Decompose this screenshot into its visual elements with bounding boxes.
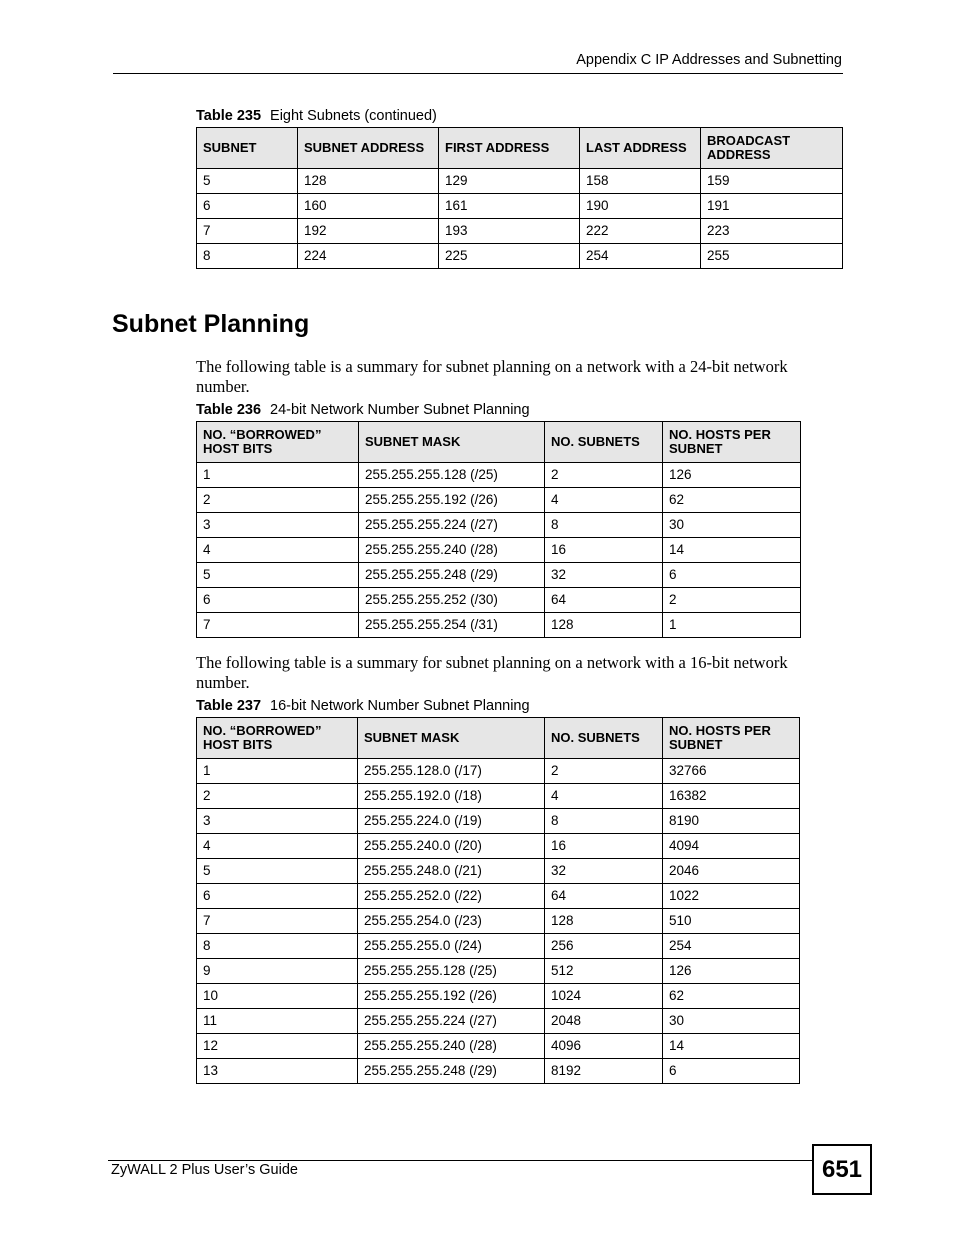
- table-cell: 2: [197, 784, 358, 809]
- table-cell: 2: [663, 588, 801, 613]
- table-cell: 16382: [663, 784, 800, 809]
- table-cell: 8: [197, 244, 298, 269]
- table-cell: 255.255.255.0 (/24): [358, 934, 545, 959]
- table-row: [197, 809, 800, 834]
- table-header-row: [197, 422, 801, 463]
- table-cell: 160: [298, 194, 439, 219]
- table-cell: 255.255.255.224 (/27): [358, 1009, 545, 1034]
- table-cell: 1022: [663, 884, 800, 909]
- column-header: NO. HOSTS PER SUBNET: [663, 422, 801, 463]
- table-cell: 512: [545, 959, 663, 984]
- table-cell: 64: [545, 884, 663, 909]
- paragraph-24bit: The following table is a summary for subnet planning on a network with a 24-bit network number.: [196, 357, 788, 396]
- table-cell: 9: [197, 959, 358, 984]
- table-row: [197, 563, 801, 588]
- table-cell: 8: [545, 809, 663, 834]
- column-header: SUBNET ADDRESS: [298, 128, 439, 169]
- table-cell: 255.255.240.0 (/20): [358, 834, 545, 859]
- table-cell: 14: [663, 1034, 800, 1059]
- table-cell: 128: [545, 613, 663, 638]
- table-237: [196, 717, 800, 1084]
- table-cell: 3: [197, 513, 359, 538]
- table-cell: 4: [197, 834, 358, 859]
- header-rule: [113, 73, 843, 74]
- table-cell: 224: [298, 244, 439, 269]
- table-cell: 129: [439, 169, 580, 194]
- table-row: [197, 759, 800, 784]
- table-cell: 4: [545, 784, 663, 809]
- table-cell: 255.255.255.192 (/26): [358, 984, 545, 1009]
- column-header: SUBNET MASK: [359, 422, 545, 463]
- table-row: [197, 463, 801, 488]
- table-row: [197, 934, 800, 959]
- table-cell: 222: [580, 219, 701, 244]
- table-cell: 5: [197, 169, 298, 194]
- table-cell: 8: [545, 513, 663, 538]
- table-cell: 11: [197, 1009, 358, 1034]
- table-row: [197, 1034, 800, 1059]
- column-header: SUBNET: [197, 128, 298, 169]
- table-235-caption: [196, 108, 437, 124]
- paragraph-16bit: The following table is a summary for subnet planning on a network with a 16-bit network number.: [196, 653, 788, 692]
- table-row: [197, 194, 843, 219]
- table-236-label: Table 236: [196, 402, 262, 418]
- table-cell: 2046: [663, 859, 800, 884]
- column-header: NO. SUBNETS: [545, 718, 663, 759]
- table-cell: 255.255.255.254 (/31): [359, 613, 545, 638]
- table-cell: 255: [701, 244, 843, 269]
- table-row: [197, 984, 800, 1009]
- table-cell: 2: [545, 463, 663, 488]
- table-236-caption: [196, 402, 530, 418]
- table-cell: 254: [663, 934, 800, 959]
- table-cell: 128: [545, 909, 663, 934]
- table-cell: 190: [580, 194, 701, 219]
- column-header: NO. “BORROWED” HOST BITS: [197, 718, 358, 759]
- table-cell: 255.255.128.0 (/17): [358, 759, 545, 784]
- table-236: [196, 421, 801, 638]
- table-cell: 256: [545, 934, 663, 959]
- table-cell: 255.255.255.128 (/25): [358, 959, 545, 984]
- table-row: [197, 784, 800, 809]
- table-header-row: [197, 718, 800, 759]
- table-cell: 3: [197, 809, 358, 834]
- table-row: [197, 538, 801, 563]
- table-cell: 159: [701, 169, 843, 194]
- table-cell: 4096: [545, 1034, 663, 1059]
- table-cell: 6: [197, 194, 298, 219]
- table-235: [196, 127, 843, 269]
- table-row: [197, 909, 800, 934]
- table-cell: 7: [197, 219, 298, 244]
- table-236-title: 24-bit Network Number Subnet Planning: [270, 402, 530, 418]
- table-cell: 16: [545, 834, 663, 859]
- table-cell: 255.255.255.224 (/27): [359, 513, 545, 538]
- table-cell: 255.255.255.248 (/29): [358, 1059, 545, 1084]
- table-cell: 255.255.255.240 (/28): [359, 538, 545, 563]
- table-cell: 255.255.255.248 (/29): [359, 563, 545, 588]
- table-cell: 255.255.254.0 (/23): [358, 909, 545, 934]
- table-cell: 5: [197, 563, 359, 588]
- table-cell: 225: [439, 244, 580, 269]
- table-cell: 2: [197, 488, 359, 513]
- column-header: NO. “BORROWED” HOST BITS: [197, 422, 359, 463]
- column-header: NO. HOSTS PER SUBNET: [663, 718, 800, 759]
- table-cell: 1024: [545, 984, 663, 1009]
- table-cell: 32766: [663, 759, 800, 784]
- table-cell: 2: [545, 759, 663, 784]
- guide-title: ZyWALL 2 Plus User’s Guide: [111, 1162, 298, 1178]
- table-235-label: Table 235: [196, 108, 262, 124]
- table-cell: 8: [197, 934, 358, 959]
- table-cell: 255.255.248.0 (/21): [358, 859, 545, 884]
- table-cell: 510: [663, 909, 800, 934]
- table-237-label: Table 237: [196, 698, 262, 714]
- table-cell: 4: [545, 488, 663, 513]
- table-cell: 2048: [545, 1009, 663, 1034]
- table-cell: 223: [701, 219, 843, 244]
- table-cell: 6: [663, 1059, 800, 1084]
- table-cell: 7: [197, 613, 359, 638]
- table-cell: 10: [197, 984, 358, 1009]
- table-cell: 16: [545, 538, 663, 563]
- table-cell: 6: [663, 563, 801, 588]
- table-cell: 64: [545, 588, 663, 613]
- table-cell: 1: [663, 613, 801, 638]
- table-row: [197, 959, 800, 984]
- footer-rule: [108, 1160, 812, 1161]
- column-header: LAST ADDRESS: [580, 128, 701, 169]
- table-cell: 255.255.192.0 (/18): [358, 784, 545, 809]
- table-row: [197, 488, 801, 513]
- table-cell: 62: [663, 984, 800, 1009]
- table-cell: 7: [197, 909, 358, 934]
- table-cell: 30: [663, 513, 801, 538]
- table-cell: 193: [439, 219, 580, 244]
- column-header: NO. SUBNETS: [545, 422, 663, 463]
- table-cell: 32: [545, 563, 663, 588]
- table-header-row: [197, 128, 843, 169]
- table-cell: 12: [197, 1034, 358, 1059]
- table-row: [197, 513, 801, 538]
- table-row: [197, 1009, 800, 1034]
- table-row: [197, 588, 801, 613]
- table-cell: 192: [298, 219, 439, 244]
- table-row: [197, 834, 800, 859]
- table-cell: 126: [663, 463, 801, 488]
- table-cell: 255.255.255.192 (/26): [359, 488, 545, 513]
- table-237-title: 16-bit Network Number Subnet Planning: [270, 698, 530, 714]
- section-title: Subnet Planning: [112, 310, 310, 338]
- table-237-caption: [196, 698, 530, 714]
- table-row: [197, 884, 800, 909]
- column-header: FIRST ADDRESS: [439, 128, 580, 169]
- table-cell: 126: [663, 959, 800, 984]
- table-cell: 6: [197, 884, 358, 909]
- running-header: Appendix C IP Addresses and Subnetting: [576, 52, 842, 68]
- page-number: 651: [812, 1144, 872, 1195]
- table-cell: 62: [663, 488, 801, 513]
- table-cell: 4094: [663, 834, 800, 859]
- table-cell: 254: [580, 244, 701, 269]
- table-cell: 8192: [545, 1059, 663, 1084]
- table-cell: 158: [580, 169, 701, 194]
- table-cell: 6: [197, 588, 359, 613]
- table-cell: 32: [545, 859, 663, 884]
- table-row: [197, 1059, 800, 1084]
- table-cell: 255.255.224.0 (/19): [358, 809, 545, 834]
- table-cell: 255.255.255.128 (/25): [359, 463, 545, 488]
- table-cell: 191: [701, 194, 843, 219]
- table-row: [197, 219, 843, 244]
- table-row: [197, 169, 843, 194]
- table-cell: 161: [439, 194, 580, 219]
- table-cell: 30: [663, 1009, 800, 1034]
- table-row: [197, 613, 801, 638]
- table-cell: 128: [298, 169, 439, 194]
- column-header: BROADCAST ADDRESS: [701, 128, 843, 169]
- table-cell: 8190: [663, 809, 800, 834]
- table-row: [197, 244, 843, 269]
- table-cell: 4: [197, 538, 359, 563]
- table-cell: 255.255.252.0 (/22): [358, 884, 545, 909]
- table-cell: 1: [197, 759, 358, 784]
- table-cell: 13: [197, 1059, 358, 1084]
- table-cell: 5: [197, 859, 358, 884]
- table-235-title: Eight Subnets (continued): [270, 108, 437, 124]
- table-cell: 14: [663, 538, 801, 563]
- table-row: [197, 859, 800, 884]
- column-header: SUBNET MASK: [358, 718, 545, 759]
- table-cell: 255.255.255.240 (/28): [358, 1034, 545, 1059]
- table-cell: 255.255.255.252 (/30): [359, 588, 545, 613]
- table-cell: 1: [197, 463, 359, 488]
